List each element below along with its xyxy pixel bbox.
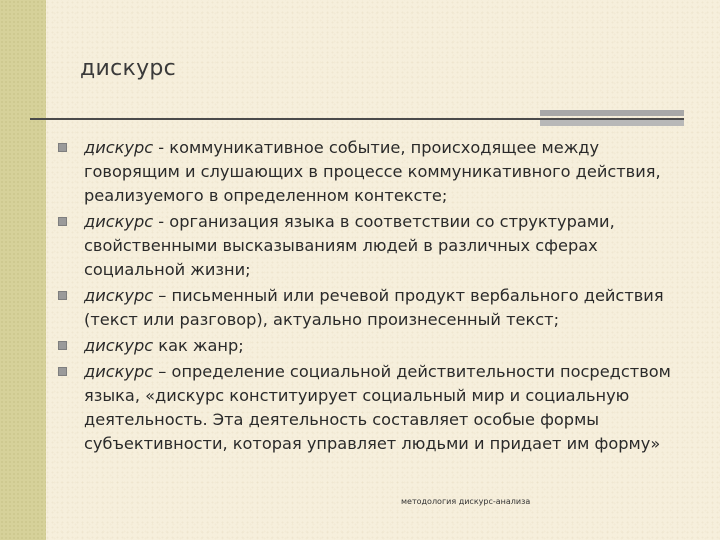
definition-text: – письменный или речевой продукт вербального действия (текст или разговор), актуально произнесенный текст; [84,286,664,329]
slide-footer: методология дискурс-анализа [401,497,531,506]
list-item [56,334,676,358]
term: дискурс [84,362,154,381]
definition-text: - организация языка в соответствии со структурами, свойственными высказываниям людей в различных сферах социальной жизни; [84,212,615,279]
definition-list [56,136,676,458]
list-item [56,360,676,456]
square-bullet-icon [58,217,67,226]
list-item [56,210,676,282]
list-item [56,284,676,332]
definition-text: – определение социальной действительности посредством языка, «дискурс конституирует социальный мир и социальную деятельность. Эта деятельность составляет особые формы субъективности, которая управляет людьми и придает им форму» [84,362,671,453]
list-item [56,136,676,208]
square-bullet-icon [58,341,67,350]
term: дискурс [84,212,154,231]
square-bullet-icon [58,143,67,152]
term: дискурс [84,336,154,355]
title-accent-bar [540,110,684,116]
term: дискурс [84,286,154,305]
definition-text: как жанр; [153,336,244,355]
square-bullet-icon [58,291,67,300]
term: дискурс [84,138,154,157]
square-bullet-icon [58,367,67,376]
definition-text: - коммуникативное событие, происходящее между говорящим и слушающих в процессе коммуникативного действия, реализуемого в определенном контексте; [84,138,661,205]
left-decorative-strip [0,0,46,540]
slide-title: дискурс [80,56,177,81]
title-accent-bar-lower [540,120,684,126]
